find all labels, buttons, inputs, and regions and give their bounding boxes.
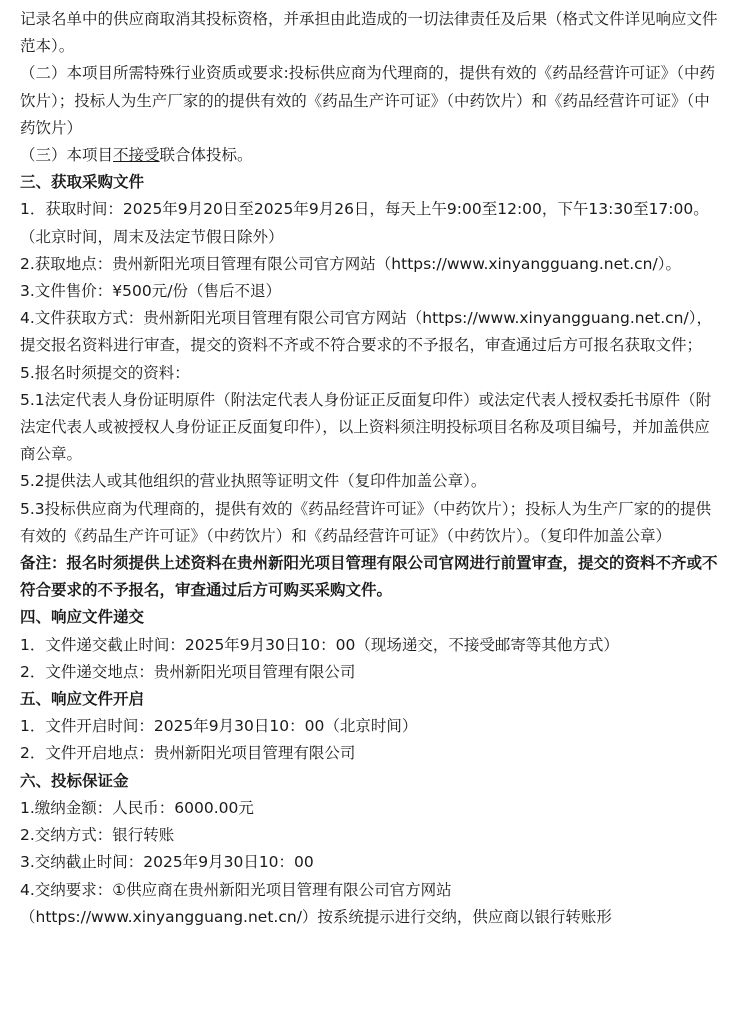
item-document-price: 3.文件售价：¥500元/份（售后不退） — [20, 282, 281, 301]
item-material-5-2: 5.2提供法人或其他组织的营业执照等证明文件（复印件加盖公章）。 — [20, 472, 487, 491]
item-opening-time: 1．文件开启时间：2025年9月30日10：00（北京时间） — [20, 717, 418, 736]
consortium-not-accepted: 不接受 — [113, 146, 160, 165]
item-bond-requirements: 4.交纳要求：①供应商在贵州新阳光项目管理有限公司官方网站（https://www.xinyangguang.net.cn/）按系统提示进行交纳，供应商以银行转账形 — [20, 880, 612, 926]
heading-response-opening: 五、响应文件开启 — [20, 690, 145, 709]
item-bond-method: 2.交纳方式：银行转账 — [20, 826, 175, 845]
item-bond-amount: 1.缴纳金额：人民币：6000.00元 — [20, 798, 254, 817]
paragraph-special-qualification: （二）本项目所需特殊行业资质或要求:投标供应商为代理商的，提供有效的《药品经营许可证》（中药饮片）；投标人为生产厂家的的提供有效的《药品生产许可证》（中药饮片）和《药品经营许可证》（中药饮片） — [20, 64, 715, 137]
item-material-5-3: 5.3投标供应商为代理商的，提供有效的《药品经营许可证》（中药饮片）；投标人为生产厂家的的提供有效的《药品生产许可证》（中药饮片）和《药品经营许可证》（中药饮片）。（复印件加盖公章） — [20, 499, 712, 545]
item-submission-deadline: 1．文件递交截止时间：2025年9月30日10：00（现场递交，不接受邮寄等其他方式） — [20, 635, 619, 654]
item-obtain-time: 1．获取时间：2025年9月20日至2025年9月26日，每天上午9:00至12:00，下午13:30至17:00。（北京时间，周末及法定节假日除外） — [20, 200, 709, 246]
consortium-text-before: （三）本项目 — [20, 146, 114, 165]
item-submission-location: 2．文件递交地点：贵州新阳光项目管理有限公司 — [20, 662, 356, 681]
item-material-5-1: 5.1法定代表人身份证明原件（附法定代表人身份证正反面复印件）或法定代表人授权委托书原件（附法定代表人或被授权人身份证正反面复印件），以上资料须注明投标项目名称及项目编号，并加盖供应商公章。 — [20, 390, 712, 464]
paragraph-blacklist-clause: 记录名单中的供应商取消其投标资格，并承担由此造成的一切法律责任及后果（格式文件详见响应文件范本）。 — [20, 10, 718, 56]
item-obtain-location: 2.获取地点：贵州新阳光项目管理有限公司官方网站（https://www.xinyangguang.net.cn/）。 — [20, 254, 681, 273]
note-prequalification: 备注：报名时须提供上述资料在贵州新阳光项目管理有限公司官网进行前置审查，提交的资料不齐或不符合要求的不予报名，审查通过后方可购买采购文件。 — [20, 554, 718, 600]
item-obtain-method: 4.文件获取方式：贵州新阳光项目管理有限公司官方网站（https://www.xinyangguang.net.cn/），提交报名资料进行审查，提交的资料不齐或不符合要求的不予报名，审查通过后方可报名获取文件； — [20, 309, 712, 355]
heading-bid-bond: 六、投标保证金 — [20, 771, 129, 790]
heading-response-submission: 四、响应文件递交 — [20, 608, 145, 627]
item-bond-deadline: 3.交纳截止时间：2025年9月30日10：00 — [20, 853, 314, 872]
consortium-text-after: 联合体投标。 — [159, 146, 253, 165]
heading-obtain-documents: 三、获取采购文件 — [20, 173, 145, 192]
paragraph-consortium — [20, 142, 719, 169]
item-opening-location: 2．文件开启地点：贵州新阳光项目管理有限公司 — [20, 744, 356, 763]
item-registration-materials: 5.报名时须提交的资料： — [20, 363, 190, 382]
